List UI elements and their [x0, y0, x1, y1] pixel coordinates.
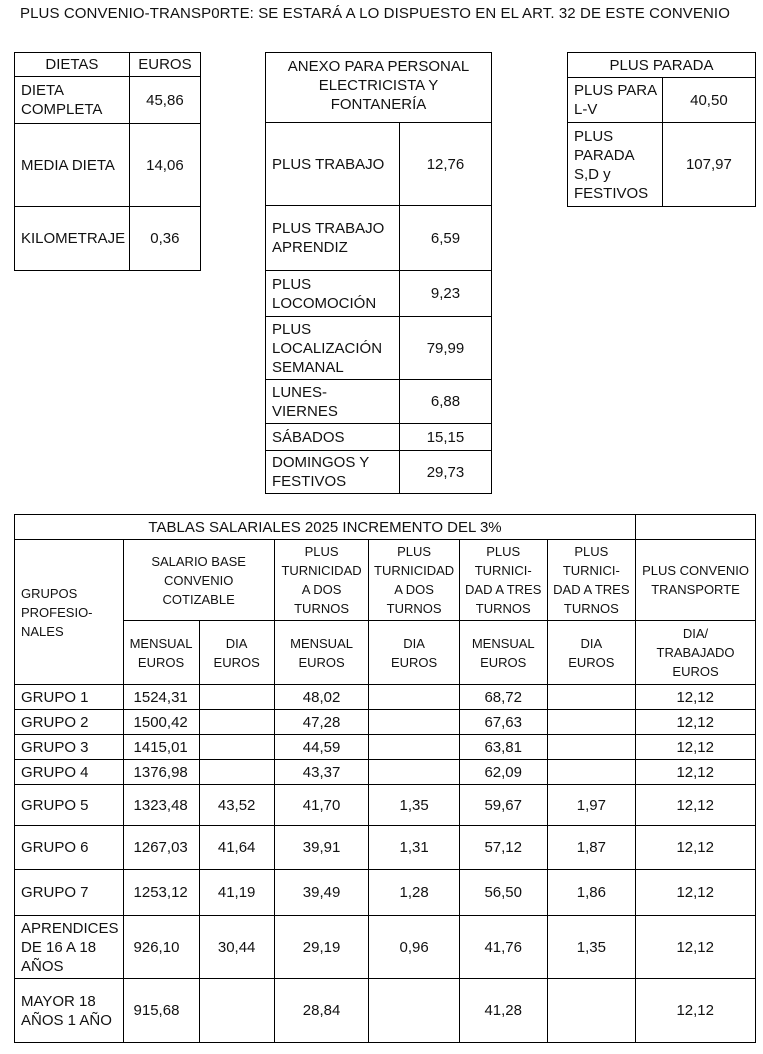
cell-transporte: 12,12 — [636, 685, 756, 710]
anexo-row-value: 12,76 — [399, 123, 491, 206]
empty-cell — [636, 515, 756, 540]
subheader-mensual: MENSUAL EUROS — [274, 621, 369, 685]
subheader-dia: DIA EUROS — [369, 621, 459, 685]
cell-grupo: GRUPO 1 — [15, 685, 124, 710]
anexo-row-value: 9,23 — [399, 271, 491, 317]
cell-turnicidad-dos-dia — [369, 685, 459, 710]
cell-grupo: GRUPO 2 — [15, 710, 124, 735]
table-row — [15, 760, 756, 785]
cell-turnicidad-dos-mensual: 39,49 — [274, 870, 369, 916]
cell-base-mensual: 915,68 — [123, 979, 199, 1043]
subheader-dia: DIA EUROS — [547, 621, 635, 685]
anexo-row-value: 79,99 — [399, 317, 491, 380]
salary-table-title: TABLAS SALARIALES 2025 INCREMENTO DEL 3% — [15, 515, 636, 540]
table-row — [15, 916, 756, 979]
cell-transporte: 12,12 — [636, 916, 756, 979]
anexo-row-label: LUNES-VIERNES — [266, 380, 400, 424]
document-header: PLUS CONVENIO-TRANSP0RTE: SE ESTARÁ A LO DISPUESTO EN EL ART. 32 DE ESTE CONVENIO — [20, 5, 730, 22]
table-row — [266, 271, 492, 317]
table-row — [15, 77, 201, 124]
cell-turnicidad-dos-dia — [369, 710, 459, 735]
cell-turnicidad-dos-mensual: 43,37 — [274, 760, 369, 785]
cell-turnicidad-dos-dia — [369, 735, 459, 760]
cell-transporte: 12,12 — [636, 979, 756, 1043]
table-row — [15, 735, 756, 760]
cell-grupo: GRUPO 7 — [15, 870, 124, 916]
col-header-turnicidad-dos-mensual: PLUS TURNICIDAD A DOS TURNOS — [274, 540, 369, 621]
col-header-turnicidad-tres-dia: PLUS TURNICI-DAD A TRES TURNOS — [547, 540, 635, 621]
cell-turnicidad-dos-mensual: 44,59 — [274, 735, 369, 760]
anexo-row-value: 15,15 — [399, 424, 491, 451]
dietas-row-label: KILOMETRAJE — [15, 207, 130, 271]
cell-base-dia — [199, 979, 274, 1043]
cell-base-mensual: 1323,48 — [123, 785, 199, 826]
dietas-header-value: EUROS — [129, 53, 200, 77]
cell-grupo: APRENDICES DE 16 A 18 AÑOS — [15, 916, 124, 979]
cell-transporte: 12,12 — [636, 826, 756, 870]
cell-turnicidad-dos-dia — [369, 979, 459, 1043]
table-row — [266, 317, 492, 380]
cell-transporte: 12,12 — [636, 785, 756, 826]
parada-row-label: PLUS PARA L-V — [568, 78, 663, 123]
table-row — [568, 78, 756, 123]
anexo-row-label: DOMINGOS Y FESTIVOS — [266, 451, 400, 494]
cell-transporte: 12,12 — [636, 760, 756, 785]
cell-base-mensual: 926,10 — [123, 916, 199, 979]
cell-grupo: GRUPO 4 — [15, 760, 124, 785]
cell-base-mensual: 1253,12 — [123, 870, 199, 916]
cell-turnicidad-tres-mensual: 67,63 — [459, 710, 547, 735]
cell-grupo: MAYOR 18 AÑOS 1 AÑO — [15, 979, 124, 1043]
dietas-table — [14, 52, 201, 271]
table-row — [266, 380, 492, 424]
cell-turnicidad-dos-mensual: 48,02 — [274, 685, 369, 710]
table-row — [15, 785, 756, 826]
table-row — [266, 206, 492, 271]
cell-turnicidad-tres-mensual: 62,09 — [459, 760, 547, 785]
cell-base-dia: 43,52 — [199, 785, 274, 826]
parada-row-label: PLUS PARADA S,D y FESTIVOS — [568, 123, 663, 207]
cell-turnicidad-tres-mensual: 68,72 — [459, 685, 547, 710]
table-row — [266, 424, 492, 451]
table-row — [15, 207, 201, 271]
cell-turnicidad-dos-dia — [369, 760, 459, 785]
cell-turnicidad-tres-dia — [547, 685, 635, 710]
cell-transporte: 12,12 — [636, 735, 756, 760]
cell-turnicidad-dos-dia: 1,31 — [369, 826, 459, 870]
cell-base-dia — [199, 710, 274, 735]
cell-base-dia — [199, 685, 274, 710]
cell-turnicidad-tres-dia: 1,87 — [547, 826, 635, 870]
cell-turnicidad-tres-dia: 1,86 — [547, 870, 635, 916]
cell-grupo: GRUPO 5 — [15, 785, 124, 826]
dietas-row-value: 45,86 — [129, 77, 200, 124]
cell-transporte: 12,12 — [636, 710, 756, 735]
dietas-row-label: DIETA COMPLETA — [15, 77, 130, 124]
anexo-row-label: PLUS TRABAJO — [266, 123, 400, 206]
plus-parada-table — [567, 52, 756, 207]
cell-turnicidad-tres-dia — [547, 979, 635, 1043]
anexo-row-label: PLUS LOCALIZACIÓN SEMANAL — [266, 317, 400, 380]
dietas-row-value: 14,06 — [129, 124, 200, 207]
cell-turnicidad-tres-dia — [547, 735, 635, 760]
cell-base-dia — [199, 735, 274, 760]
table-row — [15, 826, 756, 870]
anexo-row-value: 6,88 — [399, 380, 491, 424]
cell-turnicidad-tres-mensual: 41,76 — [459, 916, 547, 979]
col-header-grupos: GRUPOS PROFESIO-NALES — [15, 540, 124, 685]
cell-base-dia — [199, 760, 274, 785]
table-row — [15, 979, 756, 1043]
cell-turnicidad-dos-mensual: 29,19 — [274, 916, 369, 979]
cell-turnicidad-tres-mensual: 57,12 — [459, 826, 547, 870]
cell-turnicidad-tres-dia — [547, 710, 635, 735]
table-row — [15, 870, 756, 916]
cell-turnicidad-tres-dia: 1,97 — [547, 785, 635, 826]
subheader-dia-trabajado: DIA/ TRABAJADO EUROS — [636, 621, 756, 685]
col-header-convenio-transporte: PLUS CONVENIO TRANSPORTE — [636, 540, 756, 621]
cell-base-dia: 41,64 — [199, 826, 274, 870]
anexo-row-value: 29,73 — [399, 451, 491, 494]
dietas-row-value: 0,36 — [129, 207, 200, 271]
anexo-row-label: PLUS LOCOMOCIÓN — [266, 271, 400, 317]
cell-base-dia: 30,44 — [199, 916, 274, 979]
dietas-header-label: DIETAS — [15, 53, 130, 77]
cell-turnicidad-dos-dia: 1,35 — [369, 785, 459, 826]
parada-row-value: 40,50 — [662, 78, 755, 123]
cell-turnicidad-dos-mensual: 28,84 — [274, 979, 369, 1043]
anexo-row-label: PLUS TRABAJO APRENDIZ — [266, 206, 400, 271]
table-row — [266, 123, 492, 206]
table-row — [568, 123, 756, 207]
cell-turnicidad-dos-mensual: 47,28 — [274, 710, 369, 735]
col-header-turnicidad-tres-mensual: PLUS TURNICI-DAD A TRES TURNOS — [459, 540, 547, 621]
cell-turnicidad-dos-mensual: 39,91 — [274, 826, 369, 870]
cell-turnicidad-dos-dia: 0,96 — [369, 916, 459, 979]
cell-transporte: 12,12 — [636, 870, 756, 916]
cell-turnicidad-tres-dia: 1,35 — [547, 916, 635, 979]
table-row — [15, 685, 756, 710]
cell-base-dia: 41,19 — [199, 870, 274, 916]
anexo-table — [265, 52, 492, 494]
cell-turnicidad-tres-dia — [547, 760, 635, 785]
col-header-salario-base: SALARIO BASE CONVENIO COTIZABLE — [123, 540, 274, 621]
cell-turnicidad-tres-mensual: 63,81 — [459, 735, 547, 760]
anexo-title: ANEXO PARA PERSONAL ELECTRICISTA Y FONTANERÍA — [266, 53, 492, 123]
subheader-mensual: MENSUAL EUROS — [459, 621, 547, 685]
cell-turnicidad-tres-mensual: 41,28 — [459, 979, 547, 1043]
col-header-turnicidad-dos-dia: PLUS TURNICIDAD A DOS TURNOS — [369, 540, 459, 621]
salary-table — [14, 514, 756, 1043]
table-row — [15, 710, 756, 735]
cell-turnicidad-dos-dia: 1,28 — [369, 870, 459, 916]
dietas-row-label: MEDIA DIETA — [15, 124, 130, 207]
cell-turnicidad-dos-mensual: 41,70 — [274, 785, 369, 826]
subheader-mensual: MENSUAL EUROS — [123, 621, 199, 685]
cell-grupo: GRUPO 6 — [15, 826, 124, 870]
cell-base-mensual: 1267,03 — [123, 826, 199, 870]
anexo-row-value: 6,59 — [399, 206, 491, 271]
parada-title: PLUS PARADA — [568, 53, 756, 78]
cell-base-mensual: 1415,01 — [123, 735, 199, 760]
anexo-row-label: SÁBADOS — [266, 424, 400, 451]
cell-base-mensual: 1500,42 — [123, 710, 199, 735]
cell-turnicidad-tres-mensual: 59,67 — [459, 785, 547, 826]
cell-turnicidad-tres-mensual: 56,50 — [459, 870, 547, 916]
cell-grupo: GRUPO 3 — [15, 735, 124, 760]
table-row — [15, 124, 201, 207]
table-row — [266, 451, 492, 494]
cell-base-mensual: 1376,98 — [123, 760, 199, 785]
subheader-dia: DIA EUROS — [199, 621, 274, 685]
parada-row-value: 107,97 — [662, 123, 755, 207]
cell-base-mensual: 1524,31 — [123, 685, 199, 710]
